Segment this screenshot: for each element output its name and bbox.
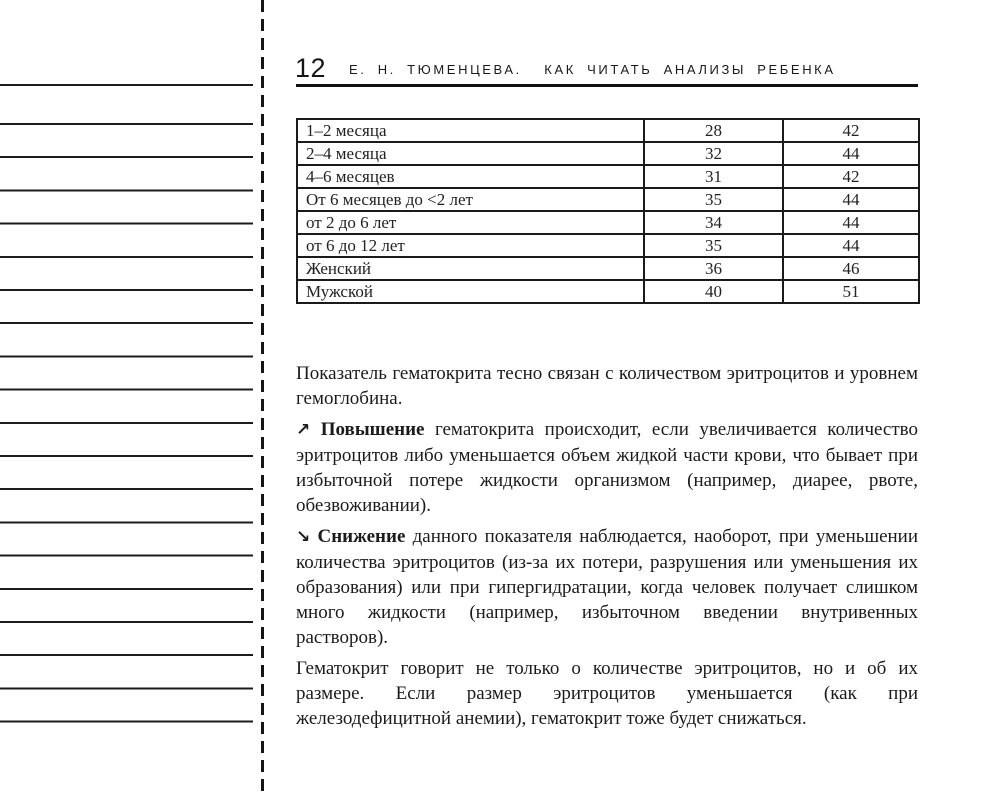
paragraph-text: гематокрита происходит, если увеличивается количество эритроцитов либо уменьшается объем жидкой части крови, что бывает при избыточной потере жидкости организмом (например, диарее, рвоте, обезвоживании). [296, 419, 919, 516]
max-value-cell: 44 [783, 142, 919, 165]
paragraph-size-note [296, 656, 918, 731]
notes-page [0, 0, 260, 795]
max-value-cell: 44 [783, 234, 919, 257]
lead-word: Снижение [317, 526, 406, 547]
sex-group-cell: Женский [297, 257, 644, 280]
table-row [297, 119, 919, 142]
table-row [297, 165, 919, 188]
age-group-cell: от 6 до 12 лет [297, 234, 644, 257]
age-group-cell: от 2 до 6 лет [297, 211, 644, 234]
paragraph-intro [296, 361, 918, 411]
body-text [296, 361, 918, 731]
max-value-cell: 42 [783, 165, 919, 188]
table-row [297, 257, 919, 280]
min-value-cell: 36 [644, 257, 783, 280]
min-value-cell: 28 [644, 119, 783, 142]
min-value-cell: 35 [644, 234, 783, 257]
table-row [297, 280, 919, 303]
reference-values-table [296, 118, 920, 304]
age-group-cell: 2–4 месяца [297, 142, 644, 165]
min-value-cell: 40 [644, 280, 783, 303]
table-row [297, 188, 919, 211]
table-row [297, 142, 919, 165]
max-value-cell: 44 [783, 188, 919, 211]
header-rule [296, 84, 918, 87]
table-row [297, 211, 919, 234]
max-value-cell: 51 [783, 280, 919, 303]
ruled-lines [0, 123, 253, 723]
paragraph-text: Показатель гематокрита тесно связан с количеством эритроцитов и уровнем гемоглобина. [296, 363, 918, 409]
ruled-line [0, 84, 253, 86]
paragraph-increase [296, 417, 918, 518]
min-value-cell: 35 [644, 188, 783, 211]
arrow-down-right-icon: ↘ [296, 527, 311, 547]
age-group-cell: От 6 месяцев до <2 лет [297, 188, 644, 211]
page-number: 12 [295, 53, 327, 83]
age-group-cell: 4–6 месяцев [297, 165, 644, 188]
min-value-cell: 31 [644, 165, 783, 188]
sex-group-cell: Мужской [297, 280, 644, 303]
age-group-cell: 1–2 месяца [297, 119, 644, 142]
lead-word: Повышение [320, 419, 425, 440]
paragraph-text: Гематокрит говорит не только о количестве эритроцитов, но и об их размере. Если размер эритроцитов уменьшается (как при железодефицитной анемии), гематокрит тоже будет снижаться. [296, 658, 918, 729]
paragraph-text: данного показателя наблюдается, наоборот, при уменьшении количества эритроцитов (из-за их потери, разрушения или уменьшения их образования) или при гипергидратации, когда человек получает слишком много жидкости (например, избыточном введении внутривенных растворов). [296, 526, 919, 648]
max-value-cell: 46 [783, 257, 919, 280]
table-row [297, 234, 919, 257]
max-value-cell: 44 [783, 211, 919, 234]
arrow-up-right-icon: ↗ [296, 420, 311, 440]
dashed-cut-divider [261, 0, 264, 795]
max-value-cell: 42 [783, 119, 919, 142]
running-title: Е. Н. ТЮМЕНЦЕВА. КАК ЧИТАТЬ АНАЛИЗЫ РЕБЕНКА [349, 62, 836, 77]
paragraph-decrease [296, 524, 918, 650]
min-value-cell: 34 [644, 211, 783, 234]
min-value-cell: 32 [644, 142, 783, 165]
